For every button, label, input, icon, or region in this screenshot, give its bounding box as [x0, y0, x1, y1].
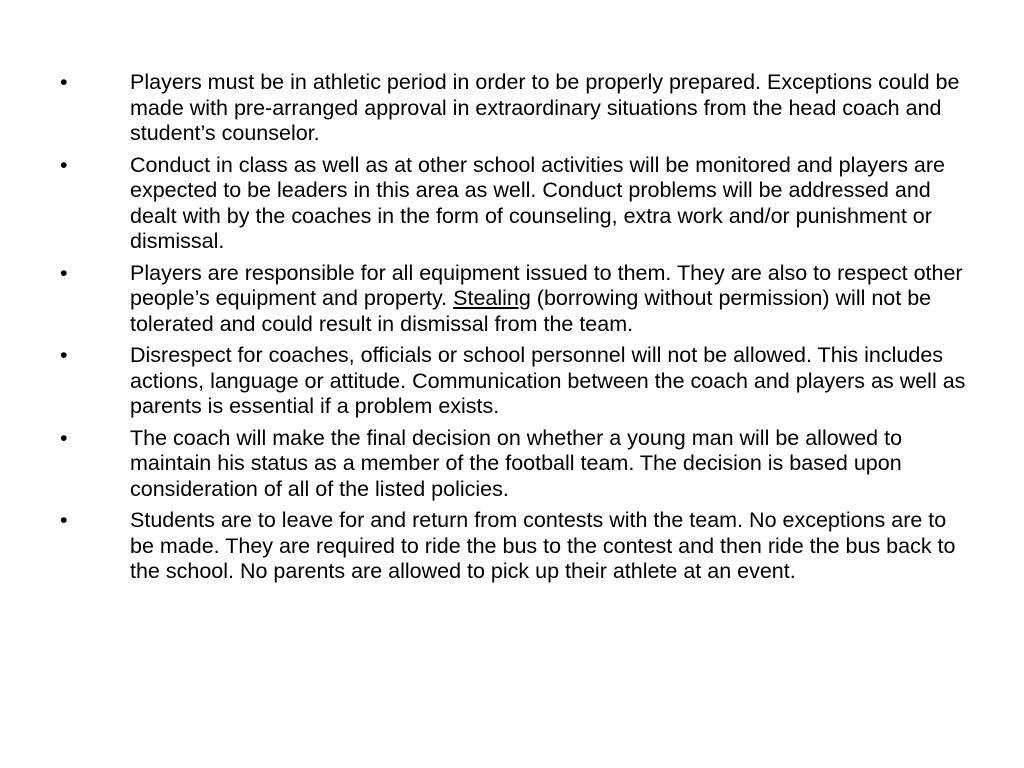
- list-item-text: Students are to leave for and return from contests with the team. No exceptions are to be made. They are required to ride the bus to the contest and then ride the bus back to the school. No parents are allowed to pick up their athlete at an event.: [130, 508, 956, 583]
- list-item-text-after: (borrowing without permission) will not be tolerated and could result in dismissal from the team.: [130, 286, 932, 336]
- list-item: [60, 70, 970, 147]
- list-item-text: [130, 261, 963, 336]
- list-item-text: Players must be in athletic period in order to be properly prepared. Exceptions could be made with pre-arranged approval in extraordinary situations from the head coach and student’s counselor.: [130, 70, 960, 145]
- list-item: [60, 343, 970, 420]
- list-item-text: The coach will make the final decision on whether a young man will be allowed to maintain his status as a member of the football team. The decision is based upon consideration of all of the listed policies.: [130, 425, 903, 501]
- list-item: [60, 508, 970, 585]
- list-item-text: Conduct in class as well as at other school activities will be monitored and players are expected to be leaders in this area as well. Conduct problems will be addressed and dealt with by the coaches in the form of counseling, extra work and/or punishment or dismissal.: [130, 152, 946, 253]
- list-item: [60, 261, 970, 338]
- bullet-icon: •: [60, 425, 68, 450]
- bullet-icon: •: [60, 508, 68, 532]
- list-item-text-before: Players are responsible for all equipment issued to them. They are also to respect other people’s equipment and property.: [130, 260, 963, 310]
- policy-bullet-list: [60, 70, 970, 591]
- bullet-icon: •: [60, 70, 68, 94]
- bullet-icon: •: [60, 152, 68, 177]
- list-item: [60, 153, 970, 255]
- list-item: [60, 426, 970, 503]
- bullet-icon: •: [60, 343, 68, 367]
- list-item-text: Disrespect for coaches, officials or school personnel will not be allowed. This includes actions, language or attitude. Communication between the coach and players as well as parents is essential if a problem exists.: [130, 343, 966, 418]
- stealing-underlined-text: Stealing: [453, 286, 531, 310]
- bullet-icon: •: [60, 260, 68, 285]
